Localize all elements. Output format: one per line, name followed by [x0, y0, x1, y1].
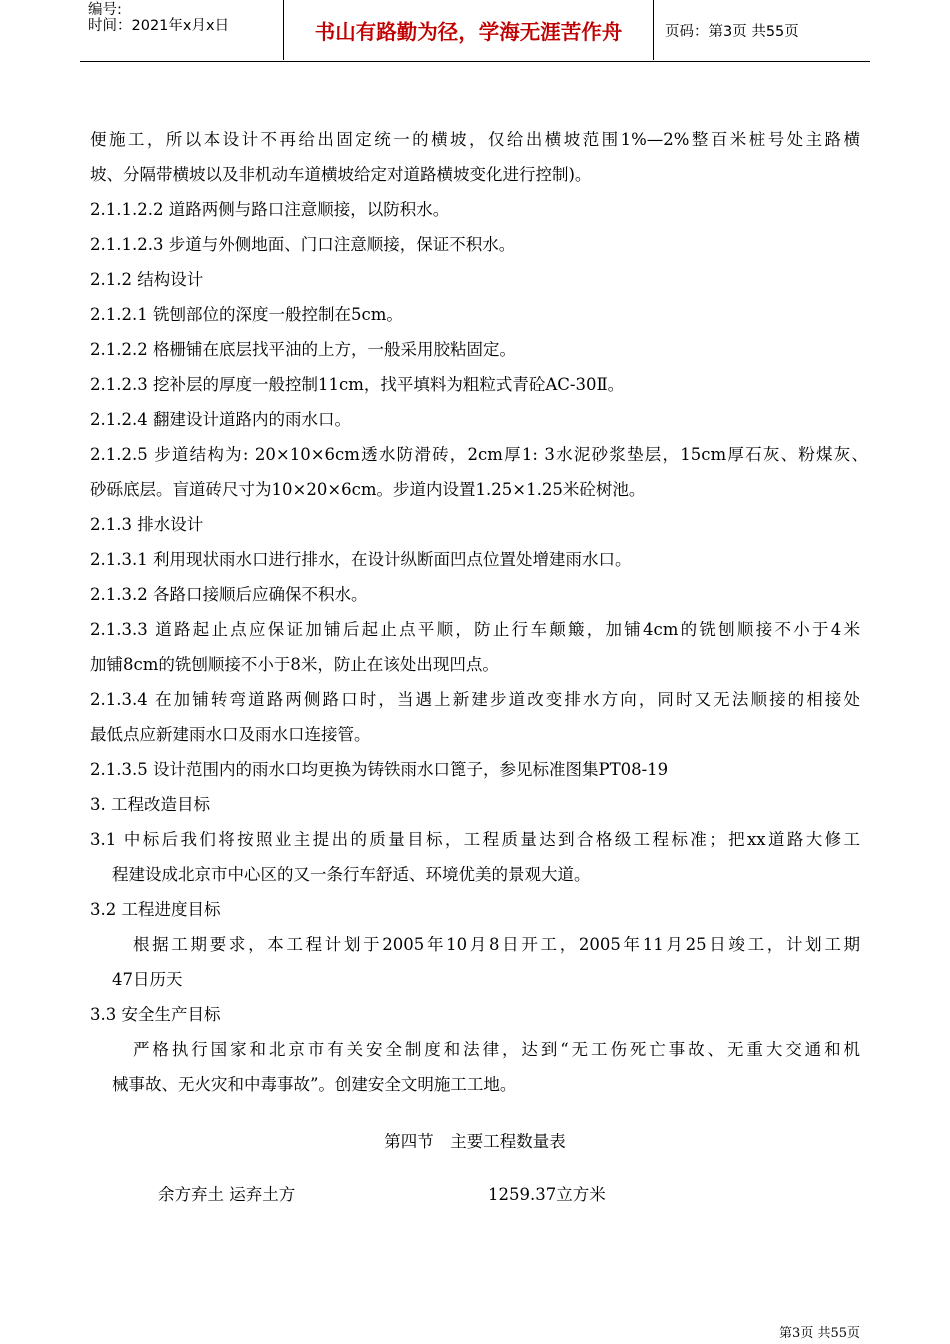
paragraph-line: 2.1.3.2 各路口接顺后应确保不积水。	[90, 585, 368, 604]
paragraph-line: 2.1.3.3 道路起止点应保证加铺后起止点平顺，防止行车颠簸，加铺4cm的铣刨顺接不小于4米	[90, 620, 860, 639]
paragraph-line: 2.1.1.2.2 道路两侧与路口注意顺接，以防积水。	[90, 200, 450, 219]
table-quantity-cell: 1259.37立方米	[488, 1185, 606, 1204]
heading-drainage-design: 2.1.3 排水设计	[90, 515, 204, 534]
page-header	[80, 0, 870, 62]
paragraph-line: 2.1.3.5 设计范围内的雨水口均更换为铸铁雨水口篦子，参见标准图集PT08-19	[90, 760, 669, 779]
paragraph-line: 便施工，所以本设计不再给出固定统一的横坡，仅给出横坡范围1%—2%整百米桩号处主路横	[90, 130, 860, 149]
table-item-cell: 余方弃土 运弃土方	[158, 1185, 296, 1204]
paragraph-line: 2.1.2.5 步道结构为: 20×10×6cm透水防滑砖，2cm厚1: 3水泥砂浆垫层，15cm厚石灰、粉煤灰、	[90, 445, 868, 464]
header-motto: 书山有路勤为径，学海无涯苦作舟	[283, 0, 654, 60]
heading-safety-goal: 3.3 安全生产目标	[90, 1005, 221, 1024]
time-label: 时间：2021年x月x日	[88, 18, 230, 34]
paragraph-line: 2.1.2.1 铣刨部位的深度一般控制在5cm。	[90, 305, 403, 324]
page-footer: 第3页 共55页	[779, 1326, 860, 1341]
paragraph-line: 2.1.2.2 格栅铺在底层找平油的上方，一般采用胶粘固定。	[90, 340, 516, 359]
paragraph-line: 坡、分隔带横坡以及非机动车道横坡给定对道路横坡变化进行控制)。	[90, 165, 592, 184]
paragraph-line: 47日历天	[112, 970, 183, 989]
paragraph-line: 2.1.3.4 在加铺转弯道路两侧路口时，当遇上新建步道改变排水方向，同时又无法顺接的相接处	[90, 690, 860, 709]
heading-schedule-goal: 3.2 工程进度目标	[90, 900, 221, 919]
header-page-label: 页码：第3页 共55页	[665, 23, 799, 40]
header-meta	[80, 0, 283, 60]
paragraph-line: 砂砾底层。盲道砖尺寸为10×20×6cm。步道内设置1.25×1.25米砼树池。	[90, 480, 646, 499]
paragraph-line: 3.1 中标后我们将按照业主提出的质量目标，工程质量达到合格级工程标准；把xx道路大修工	[90, 830, 860, 849]
paragraph-line: 2.1.1.2.3 步道与外侧地面、门口注意顺接，保证不积水。	[90, 235, 516, 254]
paragraph-line: 械事故、无火灾和中毒事故”。创建安全文明施工工地。	[112, 1075, 517, 1094]
paragraph-line: 2.1.2.3 挖补层的厚度一般控制11cm，找平填料为粗粒式青砼AC-30Ⅱ。	[90, 375, 625, 394]
paragraph-line: 2.1.3.1 利用现状雨水口进行排水，在设计纵断面凹点位置处增建雨水口。	[90, 550, 632, 569]
number-label: 编号:	[88, 2, 122, 18]
paragraph-line: 根据工期要求，本工程计划于2005年10月8日开工，2005年11月25日竣工，计划工期	[133, 935, 860, 954]
paragraph-line: 加铺8cm的铣刨顺接不小于8米，防止在该处出现凹点。	[90, 655, 499, 674]
heading-structure-design: 2.1.2 结构设计	[90, 270, 204, 289]
paragraph-line: 最低点应新建雨水口及雨水口连接管。	[90, 725, 371, 744]
paragraph-line: 严格执行国家和北京市有关安全制度和法律，达到“无工伤死亡事故、无重大交通和机	[133, 1040, 860, 1059]
section-title: 第四节 主要工程数量表	[384, 1132, 566, 1151]
paragraph-line: 2.1.2.4 翻建设计道路内的雨水口。	[90, 410, 351, 429]
paragraph-line: 程建设成北京市中心区的又一条行车舒适、环境优美的景观大道。	[112, 865, 591, 884]
heading-renovation-goals: 3. 工程改造目标	[90, 795, 210, 814]
